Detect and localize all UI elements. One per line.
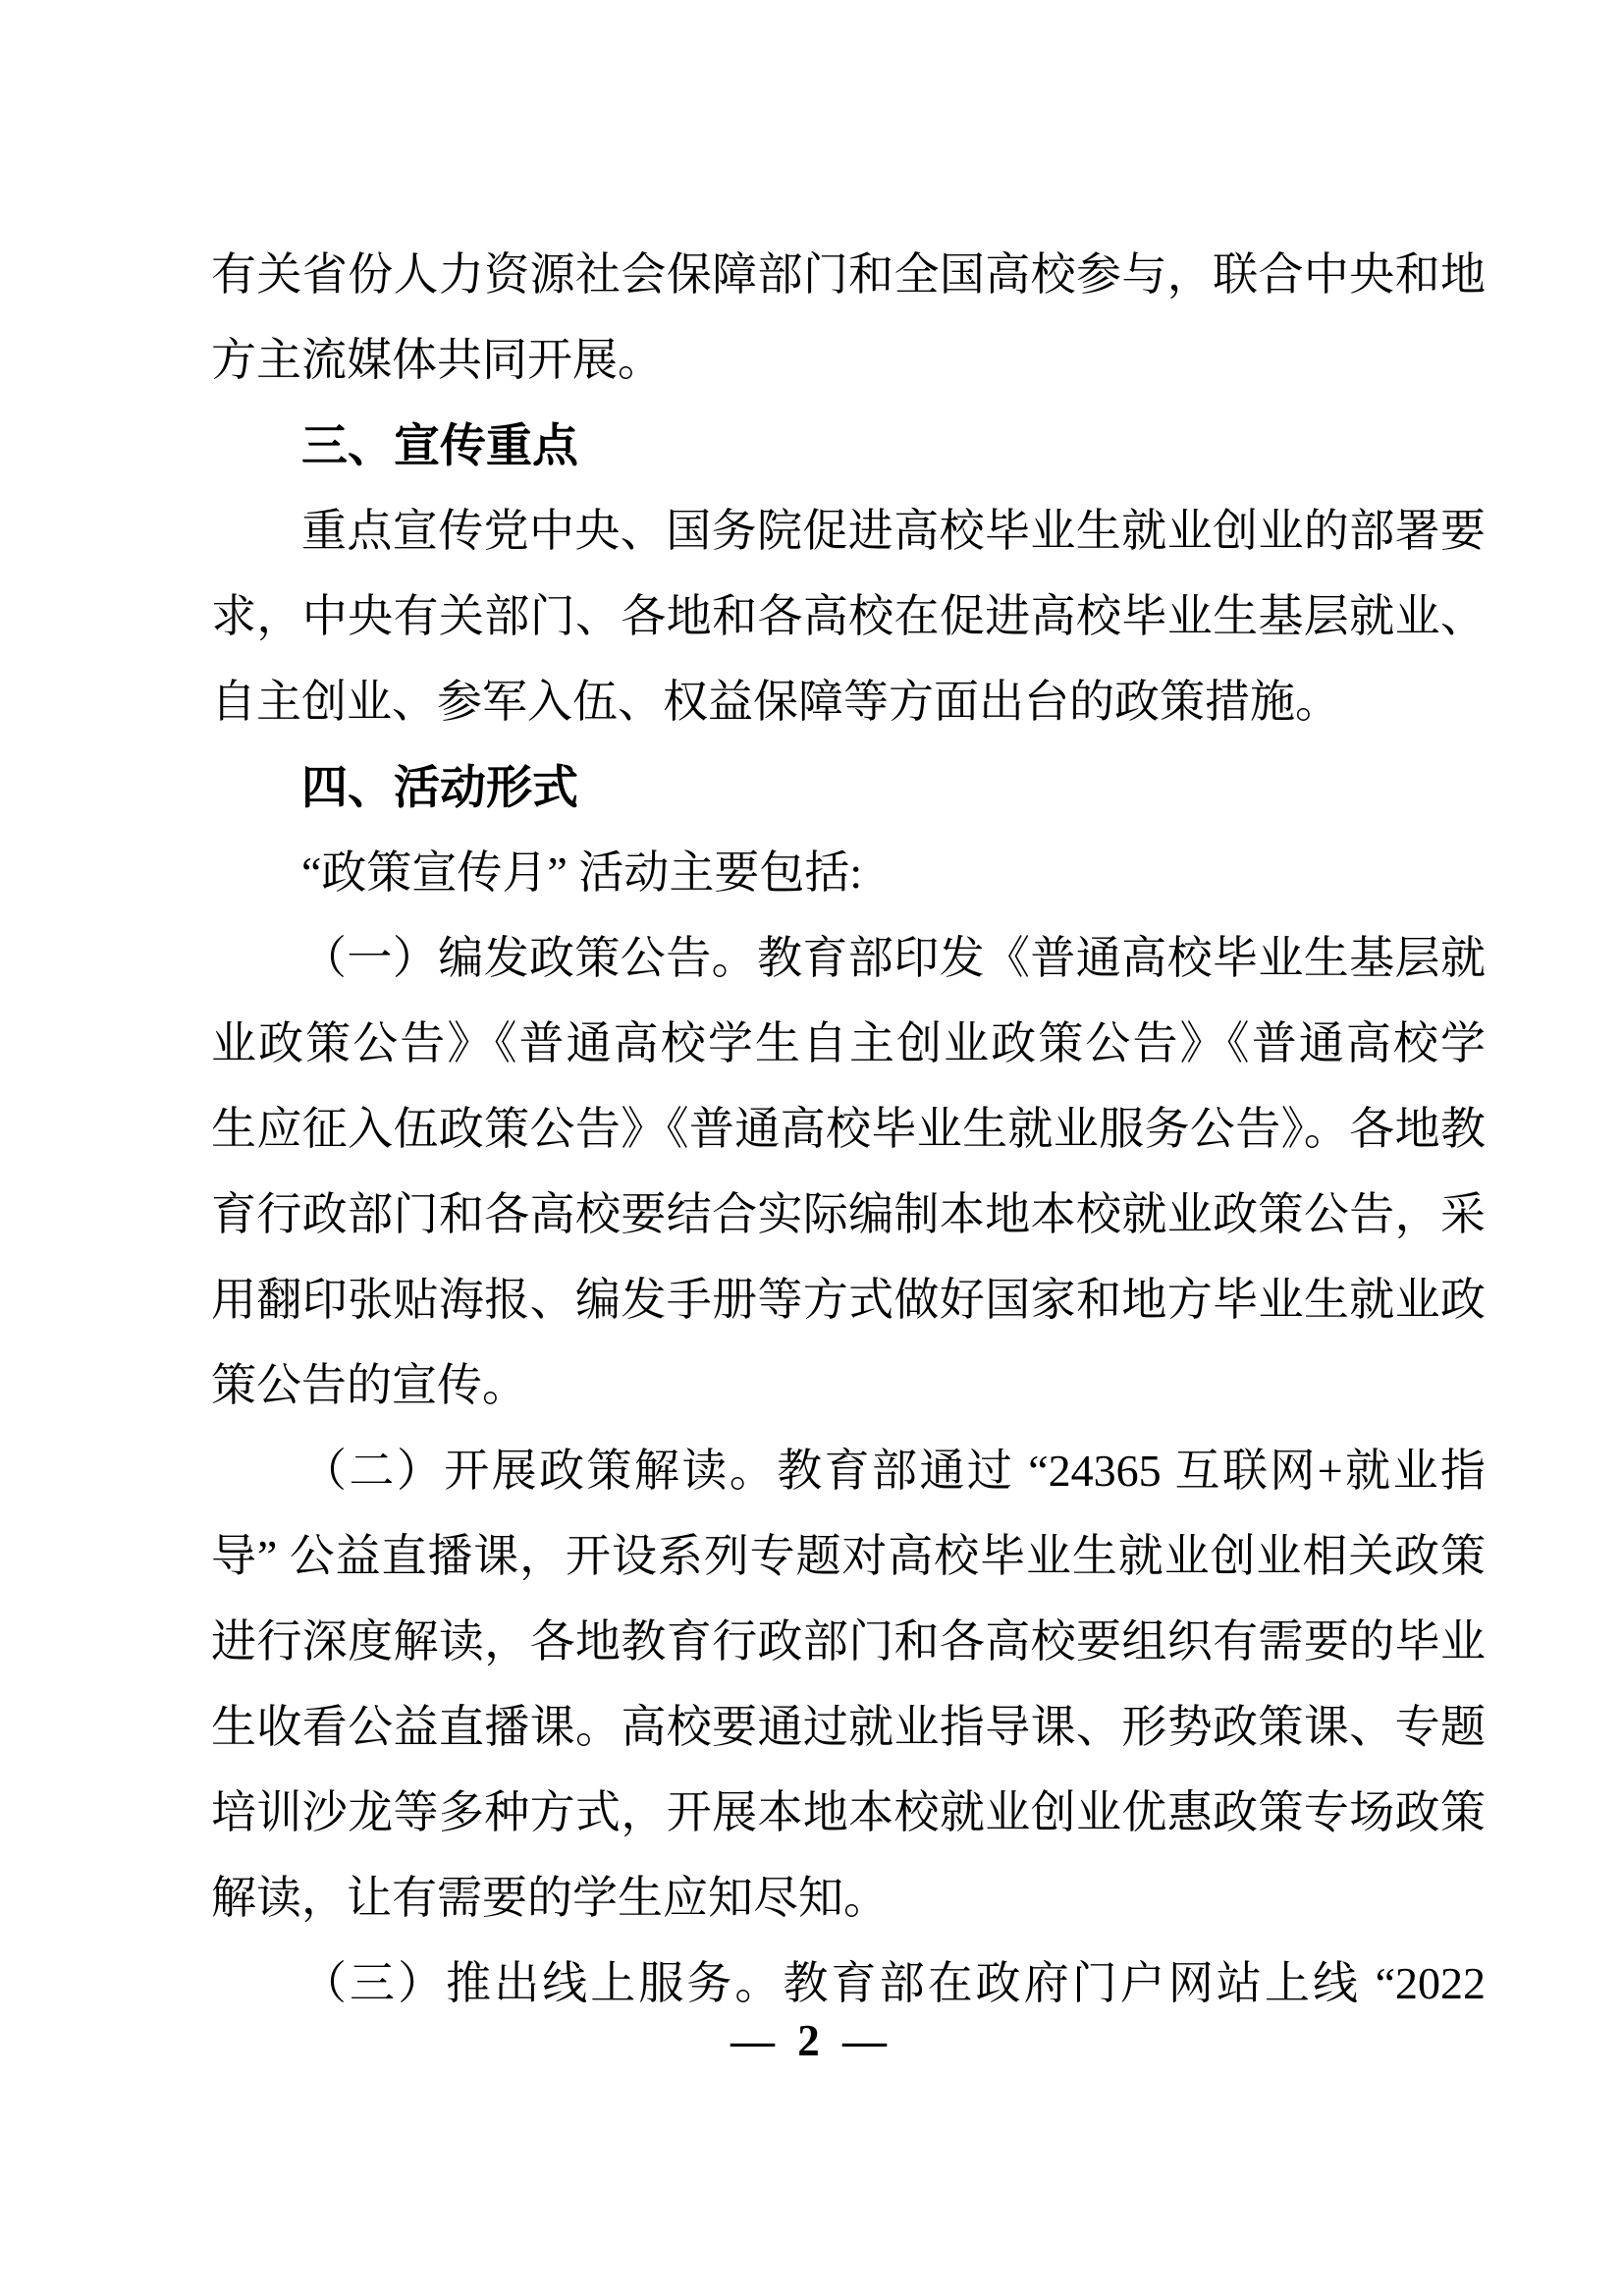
text-line: （三）推出线上服务。教育部在政府门户网站上线 “2022 (301, 1958, 1486, 2008)
text-line: 生应征入伍政策公告》《普通高校毕业生就业服务公告》。各地教 (211, 1104, 1486, 1154)
text-line: 有关省份人力资源社会保障部门和全国高校参与，联合中央和地 (211, 249, 1486, 300)
text-line: 生收看公益直播课。高校要通过就业指导课、形势政策课、专题 (211, 1702, 1486, 1752)
text-line: 自主创业、参军入伍、权益保障等方面出台的政策措施。 (211, 677, 1340, 727)
text-line: 求，中央有关部门、各地和各高校在促进高校毕业生基层就业、 (211, 591, 1486, 641)
text-line: 育行政部门和各高校要结合实际编制本地本校就业政策公告，采 (211, 1189, 1486, 1239)
text-line: 进行深度解读，各地教育行政部门和各高校要组织有需要的毕业 (211, 1616, 1486, 1667)
text-line: 培训沙龙等多种方式，开展本地本校就业创业优惠政策专场政策 (211, 1787, 1486, 1837)
section-heading: 三、宣传重点 (301, 419, 578, 471)
text-line: 业政策公告》《普通高校学生自主创业政策公告》《普通高校学 (211, 1018, 1486, 1068)
text-line: 方主流媒体共同开展。 (211, 335, 663, 385)
text-line: 解读，让有需要的学生应知尽知。 (211, 1873, 889, 1923)
text-line: 用翻印张贴海报、编发手册等方式做好国家和地方毕业生就业政 (211, 1275, 1486, 1325)
text-line: （二）开展政策解读。教育部通过 “24365 互联网+就业指 (301, 1446, 1486, 1496)
text-line: 导” 公益直播课，开设系列专题对高校毕业生就业创业相关政策 (211, 1531, 1486, 1581)
page-number: — 2 — (730, 2016, 893, 2065)
section-heading: 四、活动形式 (301, 761, 578, 813)
text-line: （一）编发政策公告。教育部印发《普通高校毕业生基层就 (301, 933, 1486, 983)
text-line: 策公告的宣传。 (211, 1360, 527, 1410)
text-line: “政策宣传月” 活动主要包括: (301, 847, 863, 898)
text-line: 重点宣传党中央、国务院促进高校毕业生就业创业的部署要 (301, 506, 1486, 556)
document-body (211, 232, 1486, 2026)
